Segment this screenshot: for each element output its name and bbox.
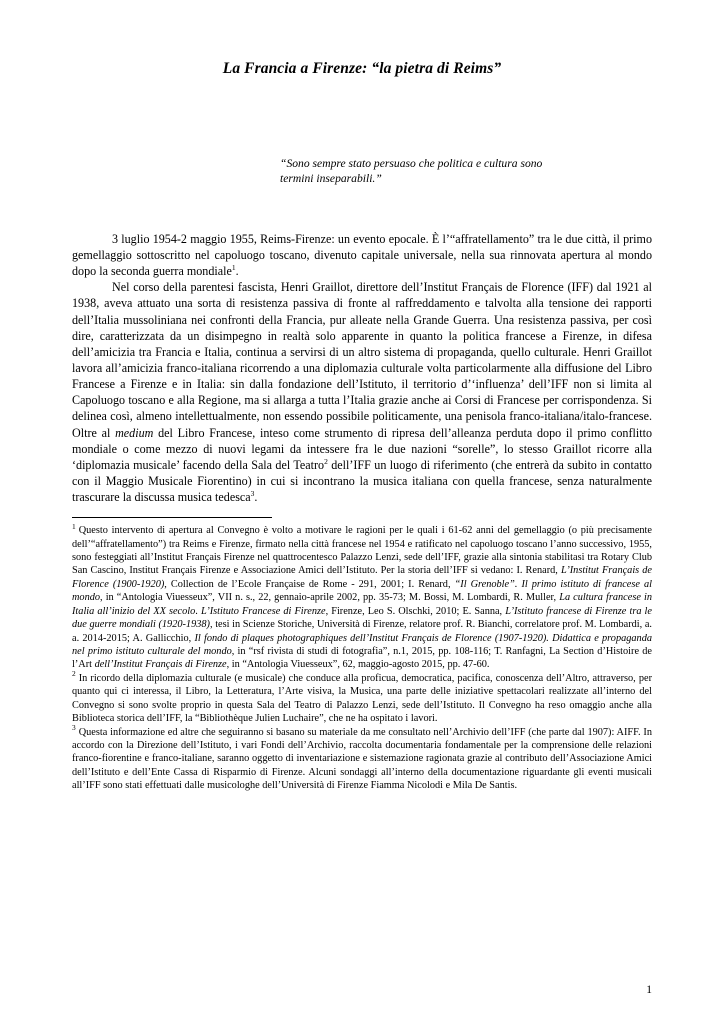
footnote-ref-2: 2: [324, 456, 328, 466]
footnote-number: 2: [72, 669, 76, 679]
footnote-number: 3: [72, 723, 76, 733]
footnote-item: [72, 669, 652, 726]
footnote-seg: , in “Antologia Viuesseux”, 62, maggio-agosto 2015, pp. 47-60.: [226, 659, 490, 671]
footnote-seg: .: [195, 605, 201, 617]
footnote-separator: [72, 517, 272, 518]
footnote-seg: In ricordo della diplomazia culturale (e musicale) che conduce alla proficua, democratica, pacifica, conoscenza dell’Altro, attraverso, per quanto qui ci interessa, il Libro, la Letteratura, l’Arte visiva, la Musica, una parte delle iniziative spettacolari realizzate all’interno del Convegno si sono svolte proprio in questa Sala del Teatro di Palazzo Lenzi, sede dell’Istituto. Il Convegno ha reso omaggio anche alla Biblioteca storica dell’IFF, la “Bibliothèque Julien Luchaire”, che ne ha ospitato i lavori.: [72, 672, 652, 725]
footnote-seg: L’Istituto francese di Firenze tra le due guerre mondiali (1920-1938): [72, 605, 652, 631]
footnote-seg: Questa informazione ed altre che seguiranno si basano su materiale da me consultato nell’Archivio dell’IFF (che parte dal 1907): AIFF. In accordo con la Direzione dell’Istituto, i vari Fondi dell’Archivio, raccolta documentaria fondamentale per la comprensione delle relazioni franco-fiorentine e franco-italiane, saranno oggetto di inventariazione e sistemazione ragionata grazie al contributo dell’Associazione Amici dell’Istituto e dell’Ente Cassa di Risparmio di Firenze. Alcuni sondaggi all’interno della documentazione riguardante gli eventi musicali all’IFF sono stati effettuati dalle musicologhe dell’Università di Firenze Fiamma Nicolodi e Mila De Santis.: [72, 726, 652, 792]
paragraph-1: 3 luglio 1954-2 maggio 1955, Reims-Firenze: un evento epocale. È l’“affratellamento” tra le due città, il primo gemellaggio sottoscritto nel capoluogo toscano, divenuto capitale universale, nella sua rinnovata apertura al mondo dopo la seconda guerra mondiale$^1$.: [72, 231, 652, 279]
footnote-seg: La cultura francese in Italia all’inizio del XX secolo: [72, 592, 653, 617]
footnote-seg: , tesi in Scienze Storiche, Università di Firenze, relatore prof. R. Bianchi, correlatore prof. M. Lombardi, a. a. 2014-2015; A. Gallicchio,: [72, 619, 653, 644]
footnote-seg: , in “Antologia Viuesseux”, VII n. s., 22, gennaio-aprile 2002, pp. 35-73; M. Bossi, M. Lombardi, R. Muller,: [100, 592, 560, 604]
paragraph-2-text-b: del Libro Francese, inteso come strumento di ripresa dell’alleanza perduta dopo il primo conflitto mondiale o come mezzo di nuovi legami da intessere fra le due nazioni “sorelle”, lo stesso Graillot ricorre alla ‘diplomazia musicale’ facendo della Sala del Teatro: [72, 425, 652, 472]
body-text: [72, 231, 652, 505]
paragraph-1-text: 3 luglio 1954-2 maggio 1955, Reims-Firenze: un evento epocale. È l’“affratellamento” tra le due città, il primo gemellaggio sottoscritto nel capoluogo toscano, divenuto capitale universale, nella sua rinnovata apertura al mondo dopo la seconda guerra mondiale: [72, 231, 652, 279]
footnotes-section: [72, 521, 653, 792]
footnote-seg: L’Istituto Francese di Firenze: [200, 605, 326, 617]
footnote-seg: Il fondo di plaques photographiques dell’Institut Français de Florence (1907-1920). Didattica e propaganda nel primo istituto culturale del mondo: [72, 632, 652, 657]
epigraph-quote: “Sono sempre stato persuaso che politica e cultura sono termini inseparabili.”: [280, 157, 543, 186]
footnote-ref-1: 1: [231, 263, 236, 273]
footnote-seg: L’Institut Français de Florence (1900-1920): [72, 565, 653, 590]
paragraph-2-emphasis: medium: [115, 425, 154, 440]
footnote-seg: , Collection de l’Ecole Française de Rome - 291, 2001; I. Renard,: [164, 578, 455, 590]
footnote-item: [72, 521, 653, 672]
footnote-item: [72, 723, 652, 793]
paragraph-2-text-c: dell’IFF un luogo di riferimento (che entrerà da subito in contatto con il Maggio Musicale Fiorentino) in cui si incontrano la musica italiana con quella francese, senza naturalmente trascurare la discussa musica tedesca: [72, 457, 652, 505]
footnote-seg: “Il Grenoble”. Il primo istituto di francese al mondo: [72, 578, 652, 604]
footnote-seg: , in “rsf rivista di studi di fotografia”, n.1, 2015, pp. 108-116; T. Ranfagni, La Section d’Histoire de l’Art: [72, 646, 652, 671]
footnote-seg: dell’Institut Français di Firenze: [94, 659, 227, 671]
footnote-ref-3: 3: [250, 489, 255, 499]
footnote-number: 1: [72, 521, 76, 531]
page-title: La Francia a Firenze: “la pietra di Reims”: [222, 60, 502, 77]
footnote-seg: Questo intervento di apertura al Convegno è volto a motivare le ragioni per le quali i 61-62 anni del gemellaggio (o più precisamente dell’“affratellamento”) tra Reims e Firenze, firmato nella città francese nel 1954 e ratificato nel capoluogo toscano l’anno successivo, 1955, sono festeggiati all’Institut Français Firenze nel quattrocentesco Palazzo Lenzi, sede dell’IFF, grazie alla sintonia stabilitasi tra Rotary Club San Cascino, Institut Français Firenze e Associazione Amici dell’Istituto. Per la storia dell’IFF si vedano: I. Renard,: [72, 525, 652, 577]
paragraph-2-text-a: Nel corso della parentesi fascista, Henri Graillot, direttore dell’Institut Français de Florence (IFF) dal 1921 al 1938, aveva attuato una sorta di resistenza passiva di fronte al raffreddamento e talvolta alla tensione dei rapporti dell’Italia mussoliniana nei confronti della Francia, pur alleate nella Grande Guerra. Una resistenza passiva, per così dire, caratterizzata da un disimpegno in realtà solo apparente in quanto la politica francese a Firenze, in difesa dell’amicizia tra Francia e Italia, continua a servirsi di un altro sistema di propaganda, quello culturale. Henri Graillot lavora all’amicizia franco-italiana ricorrendo a una diplomazia culturale volta particolarmente alla diffusione del Libro Francese a Firenze e in Italia: sin dalla fondazione dell’Istituto, il territorio d’‘influenza’ dell’IFF non si limita al Capoluogo toscano e alla Regione, ma si allarga a tutta l’Italia grazie anche ai Corsi di Francese per corrispondenza. Si delinea così, almeno intellettualmente, non essendo possibile politicamente, una penisola franco-italiana/italo-francese. Oltre al: [72, 280, 652, 440]
page-number: 1: [646, 984, 652, 996]
paragraph-2: Nel corso della parentesi fascista, Henri Graillot, direttore dell’Institut Français de Florence (IFF) dal 1921 al 1938, aveva attuato una sorta di resistenza passiva di fronte al raffreddamento e talvolta alla tensione dei rapporti dell’Italia mussoliniana nei confronti della Francia, pur alleate nella Grande Guerra. Una resistenza passiva, per così dire, caratterizzata da un disimpegno in realtà solo apparente in quanto la politica francese a Firenze, in difesa dell’amicizia tra Francia e Italia, continua a servirsi di un altro sistema di propaganda, quello culturale. Henri Graillot lavora all’amicizia franco-italiana ricorrendo a una diplomazia culturale volta particolarmente alla diffusione del Libro Francese a Firenze e in Italia: sin dalla fondazione dell’Istituto, il territorio d’‘influenza’ dell’IFF non si limita al Capoluogo toscano e alla Regione, ma si allarga a tutta l’Italia grazie anche ai Corsi di Francese per corrispondenza. Si delinea così, almeno intellettualmente, non essendo possibile politicamente, una penisola franco-italiana/italo-francese. Oltre al medium del Libro Francese, inteso come strumento di ripresa dell’alleanza perduta dopo il primo conflitto mondiale o come mezzo di nuovi legami da intessere fra le due nazioni “sorelle”, lo stesso Graillot ricorre alla ‘diplomazia musicale’ facendo della Sala del Teatro$^2$ dell’IFF un luogo di riferimento (che entrerà da subito in contatto con il Maggio Musicale Fiorentino) in cui si incontrano la musica italiana con quella francese, senza naturalmente trascurare la discussa musica tedesca$^3$.: [72, 280, 652, 505]
footnote-seg: , Firenze, Leo S. Olschki, 2010; E. Sanna,: [325, 605, 506, 617]
